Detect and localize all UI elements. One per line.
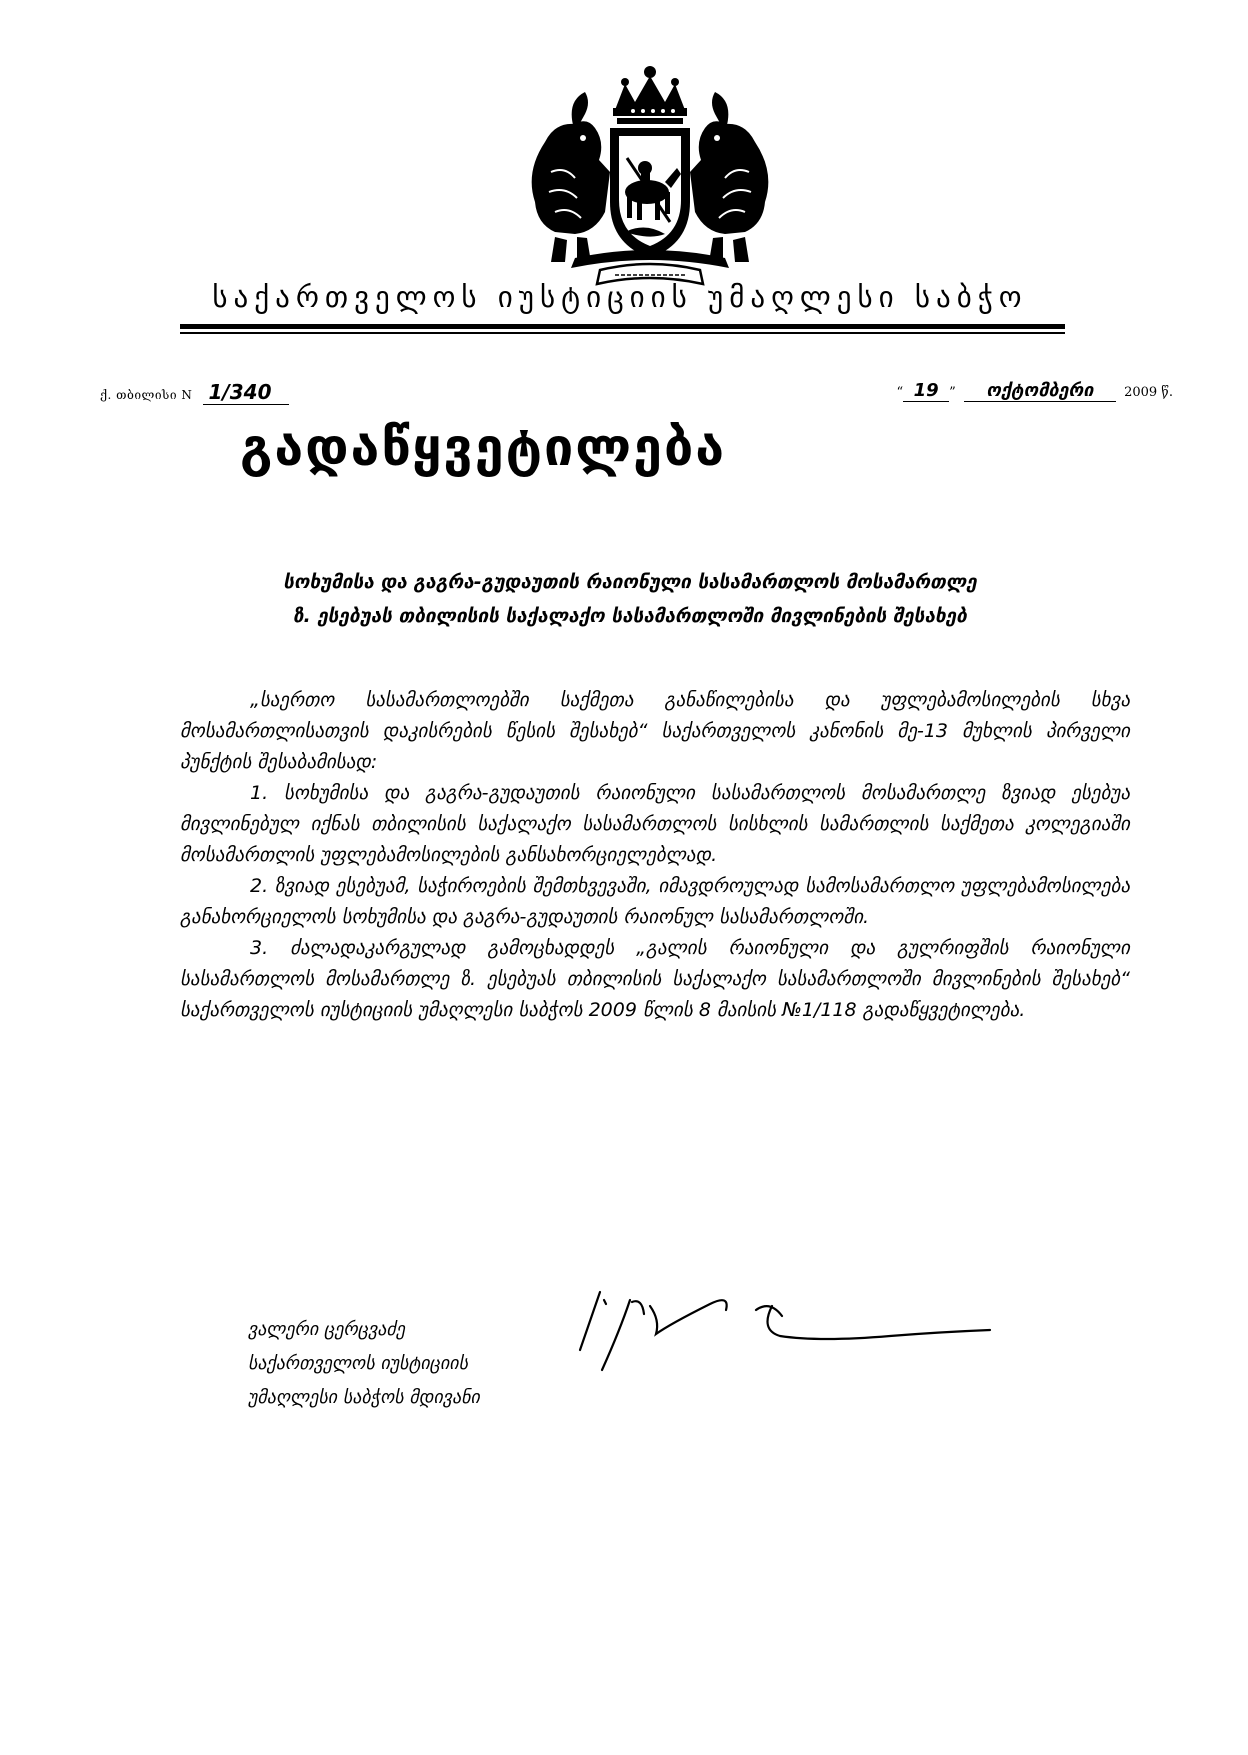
institution-name: საქართველოს იუსტიციის უმაღლესი საბჭო bbox=[212, 280, 1028, 314]
date-day: 19 bbox=[903, 380, 949, 402]
date-year: 2009 წ. bbox=[1124, 385, 1173, 400]
document-subject bbox=[180, 565, 1080, 633]
signatory-block bbox=[248, 1313, 480, 1415]
subject-line-1: სოხუმისა და გაგრა-გუდაუთის რაიონული სასამართლოს მოსამართლე bbox=[283, 571, 977, 593]
body-item-2: 2. ზვიად ესებუამ, საჭიროების შემთხვევაში, იმავდროულად სამოსამართლო უფლებამოსილება განახორციელოს სოხუმისა და გაგრა-გუდაუთის რაიონულ სასამართლოში. bbox=[180, 875, 1130, 928]
handwritten-signature-icon bbox=[560, 1290, 1060, 1430]
document-body bbox=[180, 685, 1130, 1026]
document-date bbox=[896, 380, 1173, 402]
date-quote-open: “ bbox=[896, 385, 904, 400]
subject-line-2: ზ. ესებუას თბილისის საქალაქო სასამართლოში მივლინების შესახებ bbox=[293, 605, 967, 627]
signatory-position-line-1: საქართველოს იუსტიციის bbox=[248, 1353, 468, 1374]
signatory-position-line-2: უმაღლესი საბჭოს მდივანი bbox=[248, 1387, 480, 1408]
body-item-3: 3. ძალადაკარგულად გამოცხადდეს „გალის რაიონული და გულრიფშის რაიონული სასამართლოს მოსამართლე ზ. ესებუას თბილისის საქალაქო სასამართლოში მივლინების შესახებ“ საქართველოს იუსტიციის უმაღლესი საბჭოს 2009 წლის 8 მაისის №1/118 გადაწყვეტილება. bbox=[180, 937, 1130, 1021]
signatory-name: ვალერი ცერცვაძე bbox=[248, 1319, 405, 1340]
body-item-1: 1. სოხუმისა და გაგრა-გუდაუთის რაიონული სასამართლოს მოსამართლე ზვიად ესებუა მივლინებულ იქნას თბილისის საქალაქო სასამართლოს სისხლის სამართლის საქმეთა კოლეგიაში მოსამართლის უფლებამოსილების განსახორციელებლად. bbox=[180, 782, 1130, 866]
georgia-coat-of-arms-icon bbox=[515, 62, 785, 292]
registration-prefix: ქ. თბილისი N bbox=[100, 388, 193, 402]
body-intro: „საერთო სასამართლოებში საქმეთა განაწილებისა და უფლებამოსილების სხვა მოსამართლისათვის დაკისრების წესის შესახებ“ საქართველოს კანონის მე-13 მუხლის პირველი პუნქტის შესაბამისად: bbox=[180, 689, 1130, 773]
date-quote-close: ” bbox=[949, 385, 956, 400]
document-title: გადაწყვეტილება bbox=[240, 418, 727, 478]
date-month: ოქტომბერი bbox=[964, 380, 1116, 402]
header-divider-thick bbox=[180, 324, 1065, 329]
header-divider-thin bbox=[180, 332, 1065, 334]
registration-number: 1/340 bbox=[203, 380, 290, 405]
registration-number-line bbox=[100, 380, 289, 405]
